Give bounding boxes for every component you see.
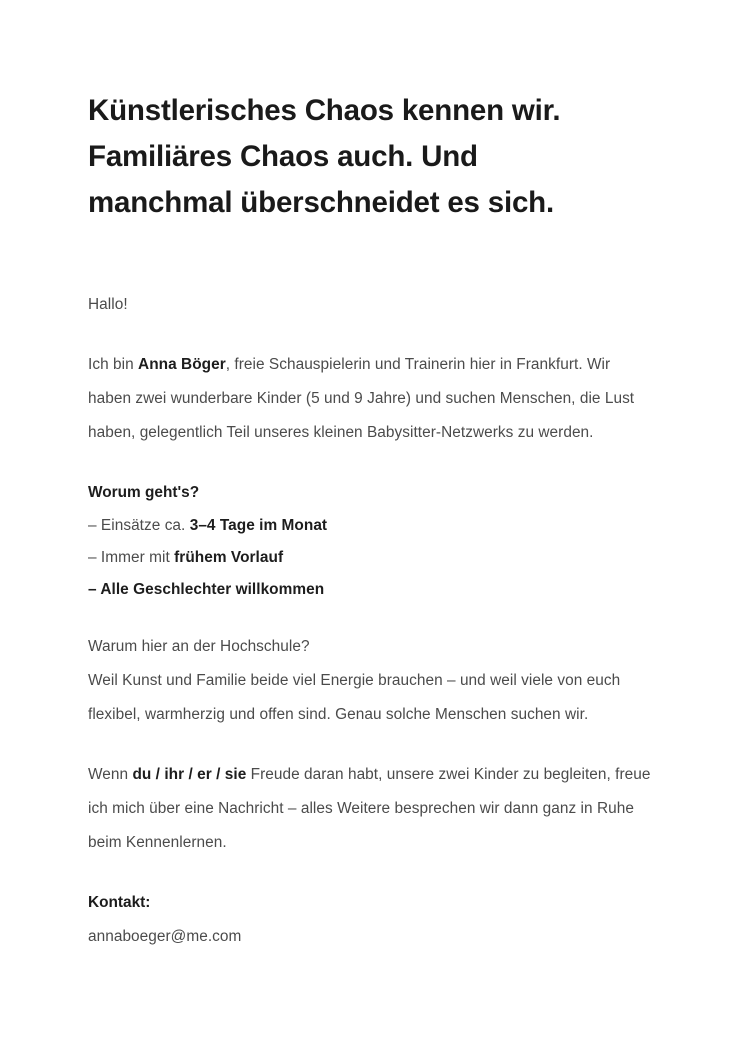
invitation-after-bold: Freude daran habt, unsere zwei Kinder zu begleiten, freue ich mich über eine Nachricht – alles Weitere besprechen wir dann ganz in Ruhe beim Kennenlernen. [88, 766, 651, 851]
intro-after-name: , freie Schauspielerin und Trainerin hier in Frankfurt. Wir haben zwei wunderbare Kinder (5 und 9 Jahre) und suchen Menschen, die Lust haben, gelegentlich Teil unseres kleinen Babysitter-Netzwerks zu werden. [88, 356, 635, 441]
list-item-bold: – Alle Geschlechter willkommen [88, 581, 325, 598]
reason-answer: Weil Kunst und Familie beide viel Energie brauchen – und weil viele von euch flexibel, warmherzig und offen sind. Genau solche Menschen suchen wir. [88, 672, 621, 723]
list-item-bold: 3–4 Tage im Monat [189, 517, 328, 534]
reason-paragraph [88, 630, 656, 732]
reason-question: Warum hier an der Hochschule? [88, 638, 310, 655]
contact-block [88, 886, 656, 954]
list-item-regular: – Einsätze ca. [88, 517, 190, 534]
invitation-before-bold: Wenn [88, 766, 133, 783]
intro-before-name: Ich bin [88, 356, 139, 373]
invitation-pronouns: du / ihr / er / sie [132, 766, 247, 783]
details-heading: Worum geht's? [88, 484, 200, 501]
document-body [88, 288, 656, 954]
list-item-bold: frühem Vorlauf [174, 549, 284, 566]
list-item-regular: – Immer mit [88, 549, 175, 566]
greeting-paragraph [88, 288, 656, 322]
greeting-text: Hallo! [88, 296, 128, 313]
list-item [88, 542, 656, 574]
list-item [88, 574, 656, 606]
details-list [88, 476, 656, 606]
contact-label: Kontakt: [88, 894, 151, 911]
invitation-paragraph [88, 758, 656, 860]
author-name: Anna Böger [138, 356, 226, 373]
list-item [88, 510, 656, 542]
page-headline: Künstlerisches Chaos kennen wir. Familiäres Chaos auch. Und manchmal überschneidet es sich. [88, 94, 561, 219]
contact-email[interactable]: annaboeger@me.com [88, 928, 242, 945]
intro-paragraph [88, 348, 656, 450]
